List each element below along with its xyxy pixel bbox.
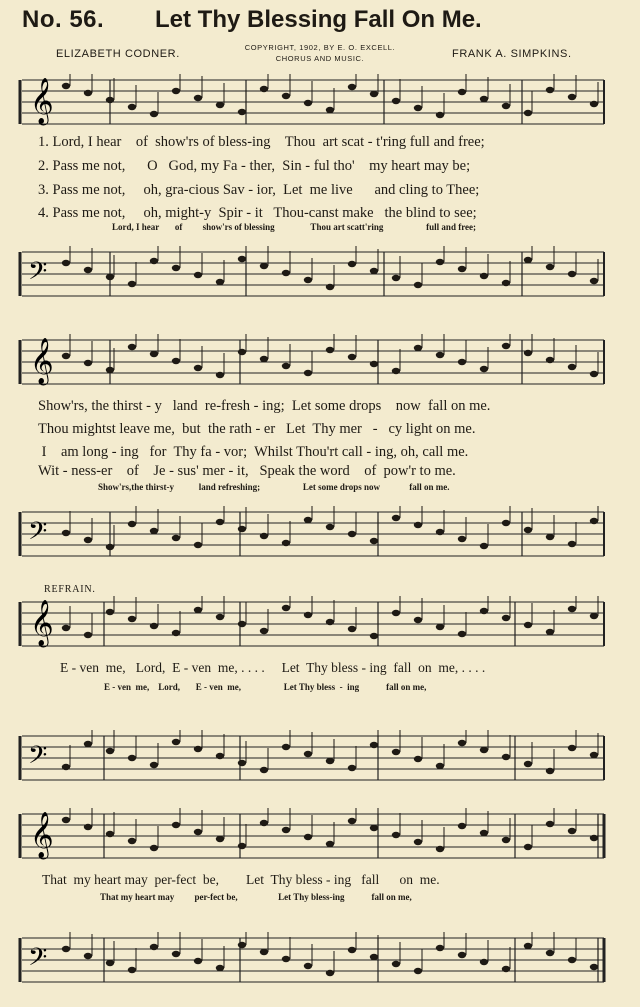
- note-head: [194, 95, 202, 101]
- bass-staff: [0, 730, 640, 786]
- note-head: [590, 371, 598, 377]
- note-head: [524, 622, 532, 628]
- note-head: [370, 538, 378, 544]
- hymn-title: Let Thy Blessing Fall On Me.: [155, 6, 482, 33]
- note-head: [216, 836, 224, 842]
- note-head: [414, 756, 422, 762]
- note-head: [62, 353, 70, 359]
- note-head: [370, 825, 378, 831]
- note-head: [502, 837, 510, 843]
- note-head: [590, 752, 598, 758]
- note-head: [370, 954, 378, 960]
- note-head: [150, 623, 158, 629]
- bass-staff: [0, 932, 640, 988]
- note-head: [150, 762, 158, 768]
- note-head: [436, 112, 444, 118]
- note-head: [62, 764, 70, 770]
- note-head: [568, 606, 576, 612]
- note-head: [172, 358, 180, 364]
- hymn-number: No. 56.: [22, 6, 105, 33]
- note-head: [348, 354, 356, 360]
- note-head: [568, 271, 576, 277]
- note-head: [238, 526, 246, 532]
- note-head: [260, 628, 268, 634]
- note-head: [326, 841, 334, 847]
- note-head: [304, 370, 312, 376]
- note-head: [524, 350, 532, 356]
- note-head: [216, 372, 224, 378]
- note-head: [62, 817, 70, 823]
- note-head: [172, 630, 180, 636]
- note-head: [84, 824, 92, 830]
- note-head: [480, 830, 488, 836]
- note-head: [62, 625, 70, 631]
- note-head: [106, 544, 114, 550]
- note-head: [414, 105, 422, 111]
- note-head: [84, 741, 92, 747]
- verse-line-1: 1. Lord, I hear of show'rs of bless-ing Thou art scat - t'ring full and free;: [38, 134, 485, 150]
- note-head: [370, 91, 378, 97]
- note-head: [370, 633, 378, 639]
- note-head: [458, 740, 466, 746]
- note-head: [84, 90, 92, 96]
- note-head: [172, 739, 180, 745]
- note-head: [128, 104, 136, 110]
- note-head: [84, 537, 92, 543]
- note-head: [392, 749, 400, 755]
- note-head: [502, 280, 510, 286]
- note-head: [260, 263, 268, 269]
- note-head: [62, 530, 70, 536]
- note-head: [106, 97, 114, 103]
- note-head: [370, 361, 378, 367]
- note-head: [348, 765, 356, 771]
- note-head: [414, 282, 422, 288]
- note-head: [282, 605, 290, 611]
- note-head: [282, 540, 290, 546]
- note-head: [524, 110, 532, 116]
- note-head: [128, 967, 136, 973]
- note-head: [304, 277, 312, 283]
- note-head: [436, 763, 444, 769]
- note-head: [150, 845, 158, 851]
- note-head: [348, 818, 356, 824]
- note-head: [436, 529, 444, 535]
- note-head: [216, 965, 224, 971]
- note-head: [392, 961, 400, 967]
- note-head: [480, 543, 488, 549]
- note-head: [128, 838, 136, 844]
- note-head: [458, 266, 466, 272]
- note-head: [150, 528, 158, 534]
- note-head: [194, 829, 202, 835]
- note-head: [326, 619, 334, 625]
- note-head: [128, 521, 136, 527]
- verse-line-4: 4. Pass me not, oh, might-y Spir - it Thou-canst make the blind to see;: [38, 205, 477, 221]
- note-head: [590, 101, 598, 107]
- bass-lyrics-3: E - ven me, Lord, E - ven me, Let Thy bless - ing fall on me,: [104, 682, 427, 692]
- note-head: [282, 827, 290, 833]
- note-head: [458, 631, 466, 637]
- note-head: [238, 942, 246, 948]
- note-head: [150, 351, 158, 357]
- note-head: [524, 257, 532, 263]
- note-head: [348, 531, 356, 537]
- note-head: [546, 950, 554, 956]
- note-head: [282, 363, 290, 369]
- note-head: [436, 352, 444, 358]
- note-head: [458, 952, 466, 958]
- note-head: [348, 261, 356, 267]
- note-head: [326, 758, 334, 764]
- note-head: [304, 100, 312, 106]
- svg-text:𝄞: 𝄞: [30, 338, 54, 384]
- note-head: [392, 515, 400, 521]
- note-head: [238, 843, 246, 849]
- note-head: [106, 748, 114, 754]
- note-head: [194, 542, 202, 548]
- note-head: [546, 534, 554, 540]
- note-head: [568, 364, 576, 370]
- note-head: [150, 944, 158, 950]
- note-head: [392, 98, 400, 104]
- note-head: [392, 832, 400, 838]
- final-lyrics: That my heart may per-fect be, Let Thy bless - ing fall on me.: [42, 872, 440, 887]
- note-head: [348, 84, 356, 90]
- note-head: [414, 968, 422, 974]
- note-head: [568, 745, 576, 751]
- note-head: [216, 753, 224, 759]
- note-head: [128, 616, 136, 622]
- verse-line-2: 2. Pass me not, O God, my Fa - ther, Sin - ful tho' my heart may be;: [38, 158, 471, 174]
- svg-text:𝄢: 𝄢: [28, 741, 48, 776]
- bass-lyrics-4: That my heart may per-fect be, Let Thy bless-ing fall on me,: [100, 892, 412, 902]
- note-head: [282, 744, 290, 750]
- note-head: [458, 359, 466, 365]
- note-head: [194, 607, 202, 613]
- note-head: [524, 527, 532, 533]
- note-head: [238, 256, 246, 262]
- note-head: [546, 821, 554, 827]
- note-head: [282, 93, 290, 99]
- note-head: [106, 274, 114, 280]
- bass-lyrics-2: Show'rs,the thirst-y land refreshing; Let some drops now fall on me.: [98, 482, 450, 492]
- note-head: [502, 103, 510, 109]
- note-head: [84, 360, 92, 366]
- note-head: [546, 357, 554, 363]
- note-head: [326, 107, 334, 113]
- note-head: [370, 268, 378, 274]
- refrain-label: REFRAIN.: [44, 584, 96, 595]
- note-head: [216, 614, 224, 620]
- note-head: [238, 349, 246, 355]
- note-head: [128, 755, 136, 761]
- note-head: [304, 751, 312, 757]
- note-head: [172, 951, 180, 957]
- note-head: [568, 94, 576, 100]
- note-head: [414, 345, 422, 351]
- note-head: [194, 746, 202, 752]
- note-head: [84, 953, 92, 959]
- note-head: [62, 946, 70, 952]
- note-head: [546, 87, 554, 93]
- verse-line-3: 3. Pass me not, oh, gra-cious Sav - ior, Let me live and cling to Thee;: [38, 182, 480, 198]
- note-head: [304, 612, 312, 618]
- note-head: [260, 86, 268, 92]
- note-head: [106, 367, 114, 373]
- note-head: [326, 970, 334, 976]
- note-head: [128, 281, 136, 287]
- note-head: [414, 839, 422, 845]
- note-head: [216, 279, 224, 285]
- svg-text:𝄢: 𝄢: [28, 517, 48, 552]
- note-head: [238, 760, 246, 766]
- note-head: [194, 272, 202, 278]
- note-head: [502, 520, 510, 526]
- note-head: [304, 517, 312, 523]
- note-head: [194, 365, 202, 371]
- note-head: [568, 541, 576, 547]
- note-head: [172, 265, 180, 271]
- note-head: [62, 83, 70, 89]
- note-head: [524, 761, 532, 767]
- treble-staff: [0, 334, 640, 390]
- note-head: [458, 823, 466, 829]
- note-head: [546, 629, 554, 635]
- note-head: [414, 617, 422, 623]
- note-head: [392, 610, 400, 616]
- note-head: [502, 615, 510, 621]
- note-head: [304, 834, 312, 840]
- note-head: [304, 963, 312, 969]
- note-head: [458, 536, 466, 542]
- note-head: [370, 742, 378, 748]
- note-head: [568, 828, 576, 834]
- note-head: [216, 102, 224, 108]
- note-head: [524, 844, 532, 850]
- note-head: [128, 344, 136, 350]
- copyright-notice: [210, 42, 430, 64]
- note-head: [436, 624, 444, 630]
- note-head: [458, 89, 466, 95]
- svg-text:𝄢: 𝄢: [28, 257, 48, 292]
- bass-staff: [0, 506, 640, 562]
- note-head: [502, 343, 510, 349]
- note-head: [568, 957, 576, 963]
- svg-text:𝄢: 𝄢: [28, 943, 48, 978]
- note-head: [502, 966, 510, 972]
- note-head: [62, 260, 70, 266]
- note-head: [590, 278, 598, 284]
- note-head: [106, 609, 114, 615]
- note-head: [414, 522, 422, 528]
- note-head: [480, 608, 488, 614]
- note-head: [524, 943, 532, 949]
- note-head: [260, 533, 268, 539]
- svg-text:𝄞: 𝄞: [30, 812, 54, 858]
- note-head: [172, 822, 180, 828]
- note-head: [84, 267, 92, 273]
- note-head: [546, 264, 554, 270]
- note-head: [436, 259, 444, 265]
- note-head: [260, 949, 268, 955]
- verse-line-4: Wit - ness-er of Je - sus' mer - it, Speak the word of pow'r to me.: [38, 463, 456, 479]
- note-head: [172, 88, 180, 94]
- note-head: [150, 258, 158, 264]
- note-head: [84, 632, 92, 638]
- note-head: [282, 270, 290, 276]
- copyright-line-2: CHORUS AND MUSIC.: [275, 54, 365, 63]
- bass-staff: [0, 246, 640, 302]
- note-head: [436, 945, 444, 951]
- note-head: [590, 518, 598, 524]
- note-head: [260, 356, 268, 362]
- note-head: [106, 831, 114, 837]
- note-head: [436, 846, 444, 852]
- composer-credit: FRANK A. SIMPKINS.: [452, 48, 572, 60]
- treble-staff: [0, 596, 640, 652]
- refrain-lyrics: E - ven me, Lord, E - ven me, . . . . Let Thy bless - ing fall on me, . . . .: [60, 660, 486, 675]
- note-head: [150, 111, 158, 117]
- note-head: [348, 947, 356, 953]
- note-head: [480, 959, 488, 965]
- bass-lyrics-1: Lord, I hear of show'rs of blessing Thou art scatt'ring full and free;: [112, 222, 477, 232]
- note-head: [282, 956, 290, 962]
- note-head: [238, 109, 246, 115]
- note-head: [260, 767, 268, 773]
- note-head: [590, 613, 598, 619]
- note-head: [106, 960, 114, 966]
- note-head: [326, 347, 334, 353]
- lyricist-credit: ELIZABETH CODNER.: [56, 48, 180, 60]
- svg-text:𝄞: 𝄞: [30, 600, 54, 646]
- note-head: [590, 835, 598, 841]
- note-head: [546, 768, 554, 774]
- note-head: [326, 284, 334, 290]
- note-head: [172, 535, 180, 541]
- note-head: [590, 964, 598, 970]
- note-head: [480, 96, 488, 102]
- note-head: [194, 958, 202, 964]
- note-head: [348, 626, 356, 632]
- svg-text:𝄞: 𝄞: [30, 78, 54, 124]
- note-head: [238, 621, 246, 627]
- copyright-line-1: COPYRIGHT, 1902, BY E. O. EXCELL.: [244, 43, 396, 52]
- note-head: [326, 524, 334, 530]
- verse-line-3: I am long - ing for Thy fa - vor; Whilst Thou'rt call - ing, oh, call me.: [38, 444, 469, 460]
- note-head: [392, 275, 400, 281]
- treble-staff: [0, 74, 640, 130]
- note-head: [260, 820, 268, 826]
- verse-line-1: Show'rs, the thirst - y land re-fresh - ing; Let some drops now fall on me.: [38, 398, 491, 414]
- treble-staff: [0, 808, 640, 864]
- note-head: [480, 747, 488, 753]
- note-head: [480, 273, 488, 279]
- note-head: [502, 754, 510, 760]
- note-head: [392, 368, 400, 374]
- note-head: [216, 519, 224, 525]
- note-head: [480, 366, 488, 372]
- verse-line-2: Thou mightst leave me, but the rath - er Let Thy mer - cy light on me.: [38, 421, 476, 437]
